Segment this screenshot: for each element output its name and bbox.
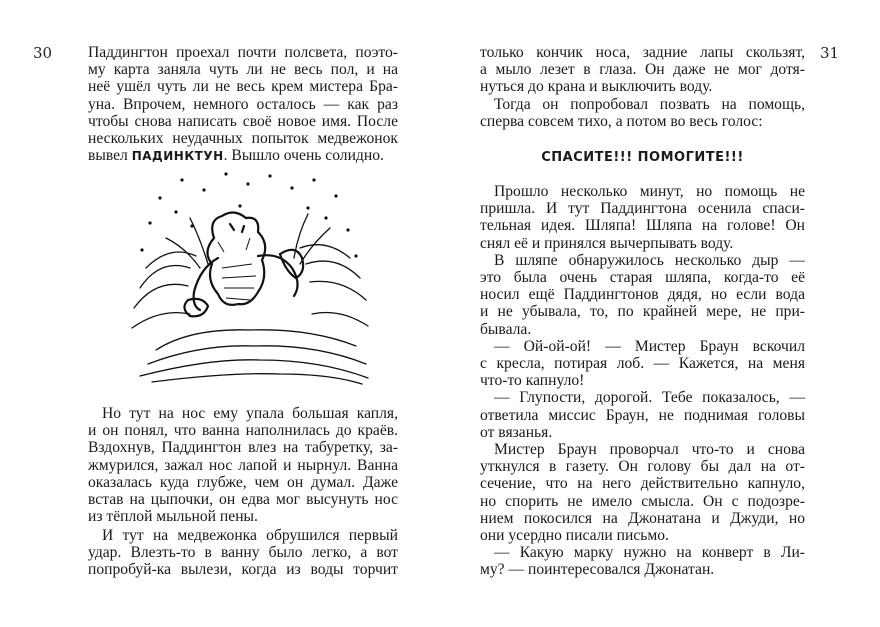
paragraph-1 [88,44,398,165]
paragraph-2 [88,405,398,525]
text-line: Паддингтон проехал почти полсвета, поэто- [88,44,398,61]
text-line: уна. Впрочем, немного осталось — как раз [88,95,398,113]
text-line: И тут на медвежонка обрушился первый [102,527,398,544]
text-fragment: . Вышло очень солидно. [223,147,384,165]
text-line: только кончик носа, задние лапы скользят, [480,44,805,61]
text-line: сперва совсем тихо, а потом во весь голос: [480,112,763,130]
text-line: му? — поинтересовался Джонатан. [480,561,715,579]
text-line: му карта заняла чуть ли не весь пол, и на [88,61,398,79]
page-number-left: 30 [33,44,53,62]
text-line: что-то капнуло! [480,372,585,390]
shout-heading: СПАСИТЕ!!! ПОМОГИТЕ!!! [541,150,744,165]
text-line: — Глупости, дорогой. Тебе показалось, — [494,389,805,407]
text-line: нуться до крана и выключить воду. [480,78,713,96]
handwritten-name: ПАДИНКТУН [131,149,224,164]
text-line: уткнулся в газету. Он голову бы дал на от- [480,458,805,476]
text-line: Мистер Браун проворчал что-то и снова [494,441,805,459]
text-line: пришла. И тут Паддингтона осенила спаси- [480,200,805,218]
paragraph-3 [88,527,398,579]
text-line: оказалась куда глубже, чем он думал. Даже [88,473,398,491]
text-line: а мыло лезет в глаза. Он даже не мог дотя- [480,61,805,79]
text-line: неё ушёл чуть ли не весь крем мистера Бра- [88,78,398,96]
text-line: В шляпе обнаружилось несколько дыр — [494,251,805,269]
text-line: сечение, что на него действительно капнуло, [480,475,805,493]
text-line: чтобы снова написать своё новое имя. После [88,112,398,130]
paragraph-3 [480,183,805,579]
text-line: носил ещё Паддингтонов дядя, но если вода [480,286,805,304]
text-line: встав на цыпочки, он едва мог высунуть нос [88,491,398,509]
text-line: тельная идея. Шляпа! Шляпа на голове! Он [480,217,805,235]
text-line: нескольких неудачных попыток медвежонок [88,130,398,148]
text-line: попробуй-ка вылези, когда из воды торчит [88,561,398,579]
text-fragment: вывел [88,147,132,165]
text-line: Прошло несколько минут, но помощь не [494,183,805,200]
text-line: и он понял, что ванна наполнилась до краёв. [88,422,398,440]
text-line: они усердно писали письмо. [480,527,669,545]
right-page [440,0,880,627]
bear-in-bath-illustration [130,168,370,388]
text-line: бывала. [480,320,532,338]
text-line: — Ой-ой-ой! — Мистер Браун вскочил [494,337,805,355]
text-line: нием покосился на Джонатана и Джуди, но [480,509,805,527]
text-line: с кресла, потирая лоб. — Кажется, на меня [480,355,805,373]
text-line: от вязанья. [480,423,553,441]
page-number-right: 31 [820,44,840,62]
text-line: Тогда он попробовал позвать на помощь, [494,95,805,113]
text-line [88,147,398,165]
text-line: жмурился, зажал нос лапой и нырнул. Ванна [88,456,398,474]
text-line: Но тут на нос ему упала большая капля, [102,405,398,422]
text-line: снял её и принялся вычерпывать воду. [480,234,734,252]
paragraph-1 [480,44,805,130]
text-line: и не убывала, то, по крайней мере, не при- [480,303,805,321]
text-line: Вздохнув, Паддингтон влез на табуретку, за- [88,439,398,457]
text-line: из тёплой мыльной пены. [88,508,258,526]
text-line: это была очень старая шляпа, когда-то её [480,269,805,287]
text-line: — Какую марку нужно на конверт в Ли- [494,544,805,562]
text-line: но спорить не имело смысла. Он с подозре- [480,492,805,510]
text-line: ответила миссис Браун, не поднимая головы [480,406,805,424]
text-line: удар. Влезть-то в ванну было легко, а вот [88,544,398,562]
